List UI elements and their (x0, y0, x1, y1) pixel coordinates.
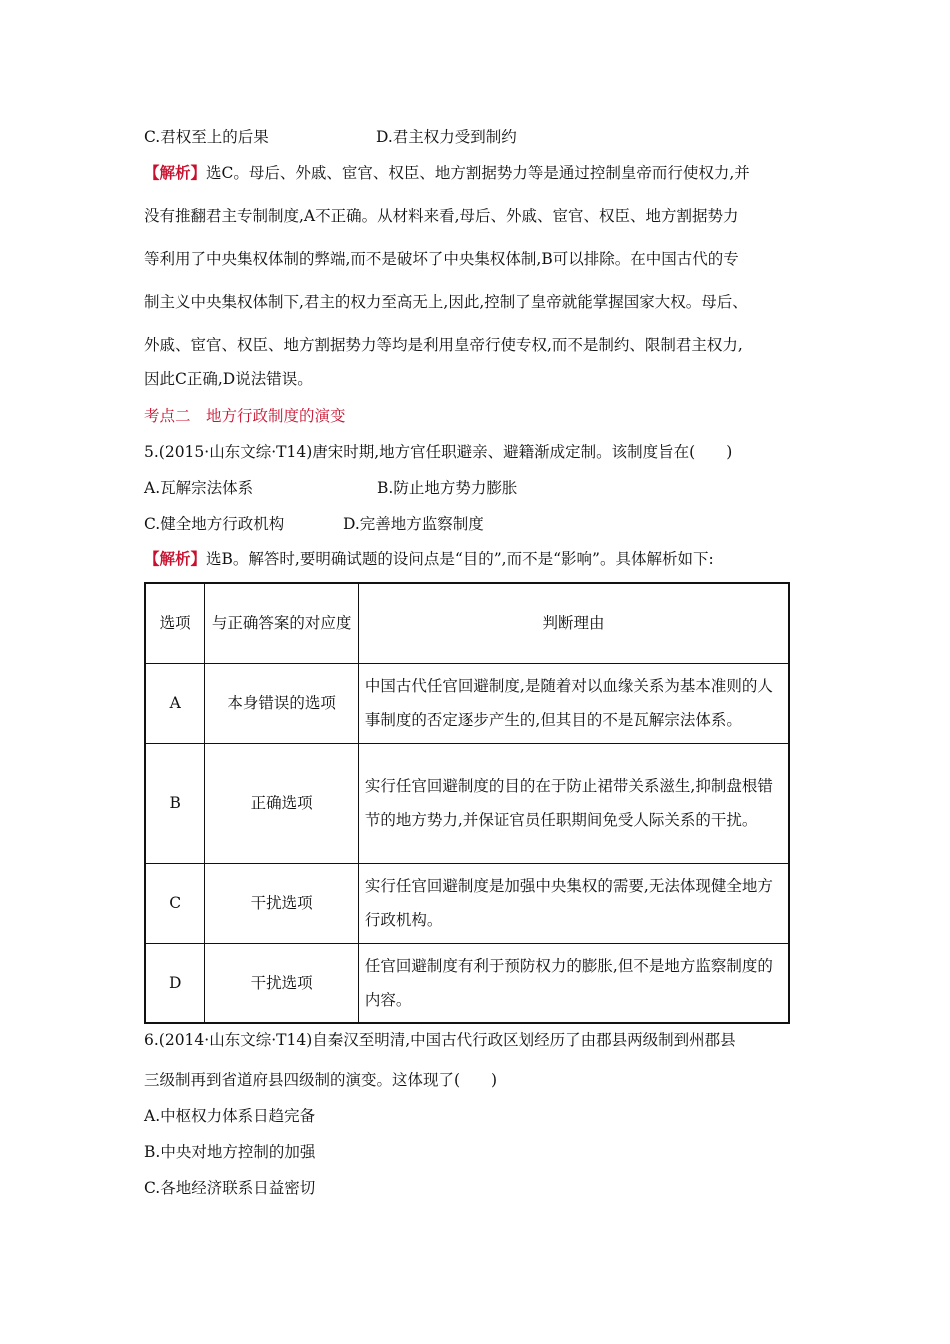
table-row (145, 943, 789, 1023)
q6-option-b: B.中央对地方控制的加强 (144, 1143, 316, 1161)
section-heading: 考点二 地方行政制度的演变 (144, 407, 346, 425)
q4-option-d: D.君主权力受到制约 (376, 128, 517, 146)
q6-option-a: A.中枢权力体系日趋完备 (144, 1107, 316, 1125)
row-reason: 任官回避制度有利于预防权力的膨胀,但不是地方监察制度的内容。 (358, 943, 789, 1023)
row-relation: 干扰选项 (205, 943, 359, 1023)
q5-analysis: 【解析】选B。解答时,要明确试题的设问点是“目的”,而不是“影响”。具体解析如下: (144, 549, 714, 568)
q4-option-c: C.君权至上的后果 (144, 128, 269, 146)
table-header-row (145, 583, 789, 663)
row-option: A (145, 663, 205, 743)
table-row (145, 743, 789, 863)
row-relation: 正确选项 (205, 743, 359, 863)
q5-option-c: C.健全地方行政机构 (144, 515, 285, 533)
row-option: B (145, 743, 205, 863)
judgement-table (144, 582, 790, 1024)
header-relation: 与正确答案的对应度 (205, 583, 359, 663)
q6-option-c: C.各地经济联系日益密切 (144, 1179, 316, 1197)
q6-stem-line-1: 6.(2014·山东文综·T14)自秦汉至明清,中国古代行政区划经历了由郡县两级制到州郡县 (144, 1031, 736, 1049)
analysis-tag: 【解析】 (144, 163, 207, 182)
q5-option-d: D.完善地方监察制度 (343, 515, 484, 533)
q5-stem: 5.(2015·山东文综·T14)唐宋时期,地方官任职避亲、避籍渐成定制。该制度旨在( ) (144, 443, 733, 461)
header-option: 选项 (145, 583, 205, 663)
row-relation: 干扰选项 (205, 863, 359, 943)
row-option: D (145, 943, 205, 1023)
q6-stem-line-2: 三级制再到省道府县四级制的演变。这体现了( ) (144, 1071, 498, 1089)
q4-analysis-line-5: 外戚、宦官、权臣、地方割据势力等均是利用皇帝行使专权,而不是制约、限制君主权力, (144, 336, 743, 354)
q4-analysis-line-1: 【解析】选C。母后、外戚、宦官、权臣、地方割据势力等是通过控制皇帝而行使权力,并 (144, 163, 750, 182)
header-reason: 判断理由 (358, 583, 789, 663)
row-reason: 实行任官回避制度是加强中央集权的需要,无法体现健全地方行政机构。 (358, 863, 789, 943)
q5-option-a: A.瓦解宗法体系 (144, 479, 254, 497)
row-reason: 实行任官回避制度的目的在于防止裙带关系滋生,抑制盘根错节的地方势力,并保证官员任职期间免受人际关系的干扰。 (358, 743, 789, 863)
q5-option-b: B.防止地方势力膨胀 (377, 479, 518, 497)
row-relation: 本身错误的选项 (205, 663, 359, 743)
q4-analysis-line-3: 等利用了中央集权体制的弊端,而不是破坏了中央集权体制,B可以排除。在中国古代的专 (144, 250, 739, 268)
analysis-tag: 【解析】 (144, 549, 207, 568)
row-reason: 中国古代任官回避制度,是随着对以血缘关系为基本准则的人事制度的否定逐步产生的,但其目的不是瓦解宗法体系。 (358, 663, 789, 743)
table-row (145, 663, 789, 743)
q4-analysis-line-2: 没有推翻君主专制制度,A不正确。从材料来看,母后、外戚、宦官、权臣、地方割据势力 (144, 207, 739, 225)
q4-analysis-line-4: 制主义中央集权体制下,君主的权力至高无上,因此,控制了皇帝就能掌握国家大权。母后、 (144, 293, 748, 311)
row-option: C (145, 863, 205, 943)
q4-analysis-line-6: 因此C正确,D说法错误。 (144, 370, 313, 388)
table-row (145, 863, 789, 943)
